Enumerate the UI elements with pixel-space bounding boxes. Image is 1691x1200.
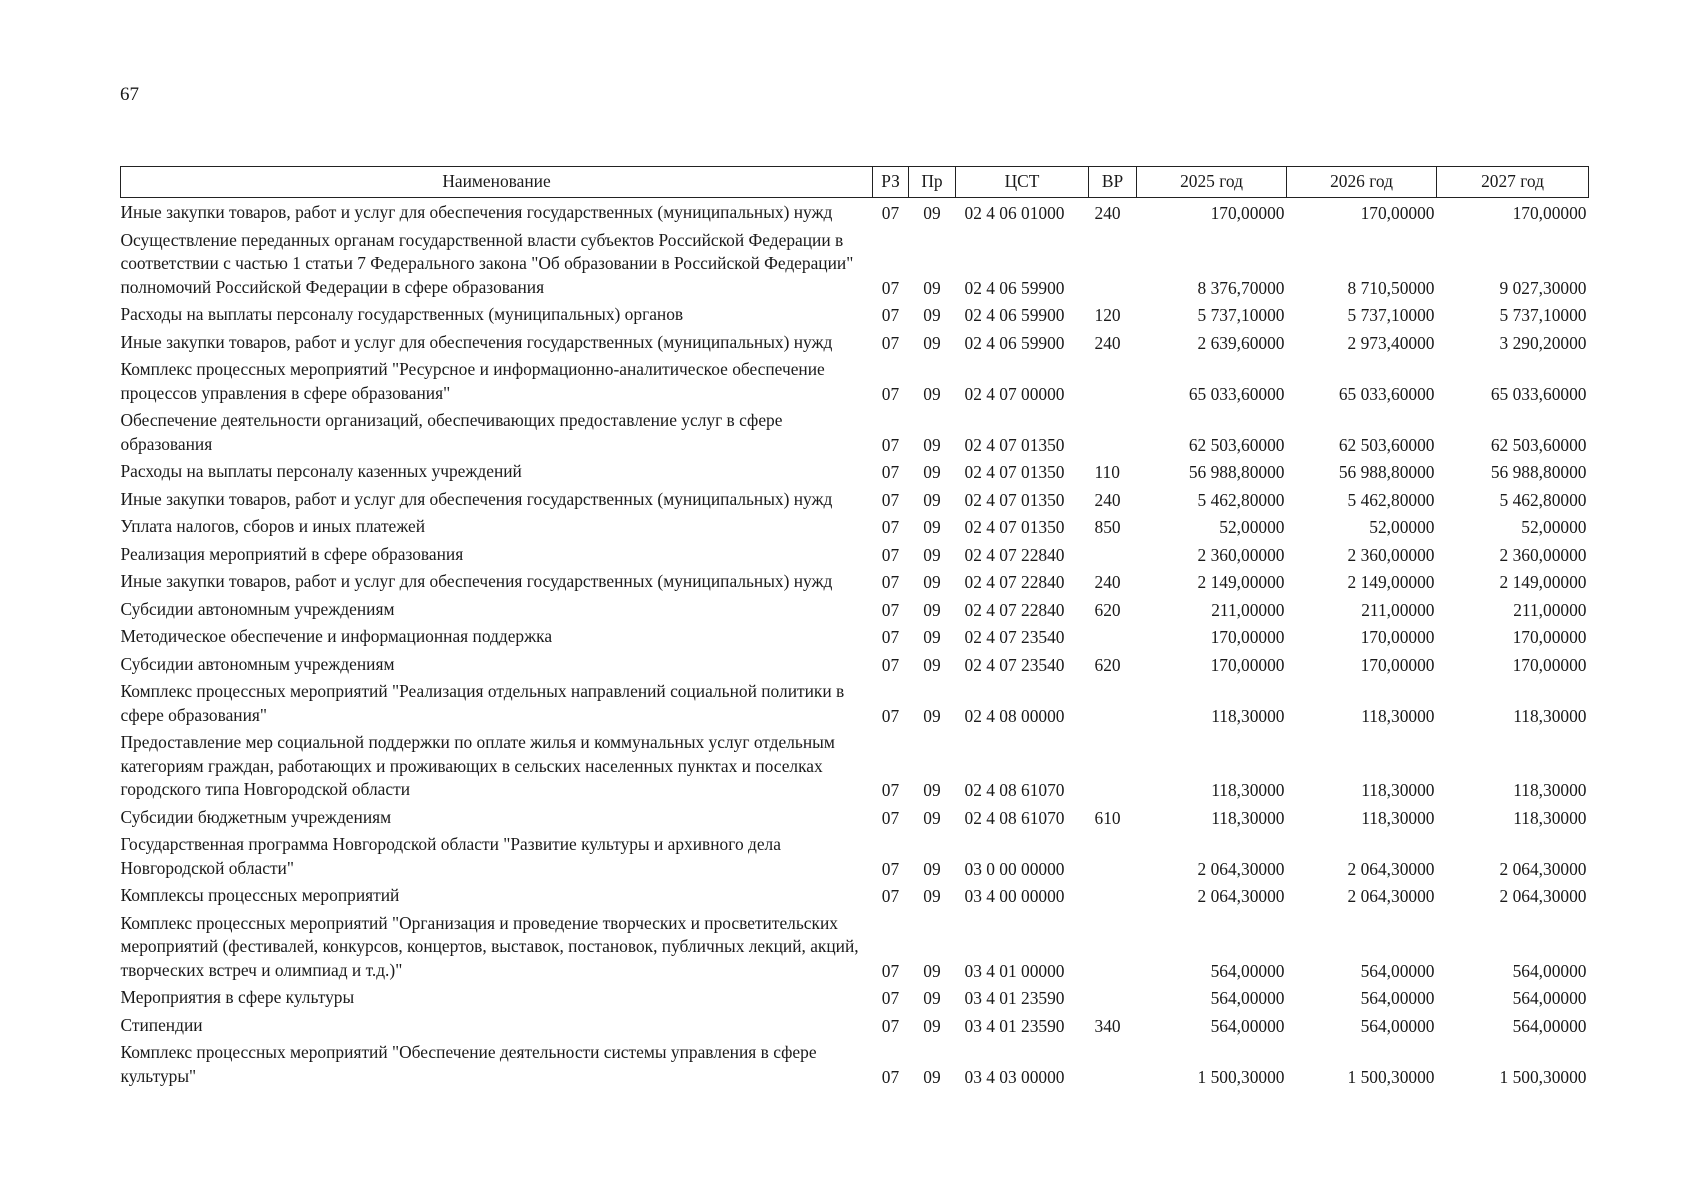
cell-rz: 07 bbox=[881, 960, 900, 981]
header-2026: 2026 год bbox=[1287, 167, 1437, 198]
cell-2025: 170,00000 bbox=[1210, 203, 1285, 223]
cell-rz: 07 bbox=[881, 489, 900, 510]
cell-2026: 564,00000 bbox=[1360, 960, 1435, 981]
cell-pr: 09 bbox=[923, 599, 941, 620]
cell-rz: 07 bbox=[881, 383, 900, 404]
name: Реализация мероприятий в сфере образования bbox=[120, 543, 464, 564]
cell-pr: 09 bbox=[923, 1015, 941, 1036]
cell-rz: 07 bbox=[881, 462, 900, 482]
cell-rz: 07 bbox=[881, 332, 900, 353]
cell-pr: 09 bbox=[923, 462, 941, 482]
cell-2025: 2 639,60000 bbox=[1197, 332, 1285, 353]
cell-cst: 02 4 07 00000 bbox=[964, 383, 1065, 404]
cell-2025: 2 064,30000 bbox=[1197, 886, 1285, 906]
cell-cst: 02 4 07 01350 bbox=[964, 434, 1065, 455]
cell-2027: 2 064,30000 bbox=[1499, 858, 1587, 879]
cell-vr: 110 bbox=[1094, 462, 1120, 482]
cell-cst: 02 4 06 59900 bbox=[964, 332, 1065, 353]
cell-cst: 03 0 00 00000 bbox=[964, 858, 1065, 879]
cell-2026: 2 360,00000 bbox=[1347, 544, 1435, 565]
cell-pr: 09 bbox=[923, 517, 941, 537]
cell-2027: 9 027,30000 bbox=[1499, 277, 1587, 298]
cell-cst: 02 4 08 61070 bbox=[964, 780, 1065, 800]
cell-cst: 02 4 07 23540 bbox=[964, 627, 1065, 647]
cell-2026: 65 033,60000 bbox=[1338, 383, 1435, 404]
name: Комплекс процессных мероприятий "Обеспечение деятельности системы управления в сфере культуры" bbox=[120, 1042, 817, 1086]
name: Иные закупки товаров, работ и услуг для обеспечения государственных (муниципальных) нужд bbox=[120, 488, 833, 509]
table-row bbox=[121, 595, 1589, 623]
cell-2025: 211,00000 bbox=[1211, 599, 1285, 620]
cell-cst: 02 4 08 61070 bbox=[964, 807, 1065, 828]
cell-cst: 02 4 07 22840 bbox=[964, 544, 1065, 565]
table-header-row bbox=[121, 167, 1589, 198]
cell-pr: 09 bbox=[923, 572, 941, 592]
cell-vr: 850 bbox=[1094, 517, 1121, 537]
cell-2026: 56 988,80000 bbox=[1338, 462, 1435, 482]
cell-pr: 09 bbox=[923, 203, 941, 223]
cell-vr bbox=[1089, 406, 1137, 457]
cell-2026: 8 710,50000 bbox=[1347, 277, 1435, 298]
cell-2026: 564,00000 bbox=[1360, 988, 1435, 1008]
table-row bbox=[121, 1011, 1589, 1039]
header-cst: ЦСТ bbox=[956, 167, 1089, 198]
table-body bbox=[121, 198, 1589, 1090]
table-row bbox=[121, 355, 1589, 406]
cell-2025: 170,00000 bbox=[1210, 627, 1285, 647]
cell-2026: 52,00000 bbox=[1369, 517, 1435, 537]
cell-2025: 62 503,60000 bbox=[1188, 434, 1285, 455]
cell-rz: 07 bbox=[881, 858, 900, 879]
cell-2026: 211,00000 bbox=[1361, 599, 1435, 620]
cell-pr: 09 bbox=[923, 489, 941, 510]
table-row bbox=[121, 1038, 1589, 1089]
cell-rz: 07 bbox=[881, 544, 900, 565]
cell-vr bbox=[1089, 677, 1137, 728]
cell-2027: 56 988,80000 bbox=[1490, 462, 1587, 482]
cell-2026: 170,00000 bbox=[1360, 203, 1435, 223]
cell-2025: 2 149,00000 bbox=[1197, 572, 1285, 592]
cell-vr: 240 bbox=[1094, 203, 1121, 223]
cell-rz: 07 bbox=[881, 654, 900, 675]
name: Осуществление переданных органам государственной власти субъектов Российской Федерации в соответствии с частью 1 статьи 7 Федерального закона "Об образовании в Российской Федерации" полномочий Российской Федерации в сфере образования bbox=[120, 229, 854, 297]
cell-vr bbox=[1089, 983, 1137, 1011]
cell-2027: 118,30000 bbox=[1513, 705, 1587, 726]
cell-rz: 07 bbox=[881, 1066, 900, 1087]
cell-vr: 120 bbox=[1094, 305, 1121, 325]
name: Комплекс процессных мероприятий "Организация и проведение творческих и просветительских мероприятий (фестивалей, конкурсов, концертов, выставок, постановок, публичных лекций, акций, творческих встреч и олимпиад и т.д.)" bbox=[120, 912, 859, 980]
cell-vr: 610 bbox=[1094, 807, 1121, 828]
cell-pr: 09 bbox=[923, 960, 941, 981]
cell-2026: 118,30000 bbox=[1361, 780, 1435, 800]
table-row bbox=[121, 830, 1589, 881]
cell-2026: 5 462,80000 bbox=[1347, 489, 1435, 510]
cell-cst: 02 4 07 01350 bbox=[964, 489, 1065, 510]
name: Субсидии бюджетным учреждениям bbox=[120, 806, 392, 827]
cell-pr: 09 bbox=[923, 544, 941, 565]
name: Иные закупки товаров, работ и услуг для обеспечения государственных (муниципальных) нужд bbox=[120, 331, 833, 352]
cell-2025: 1 500,30000 bbox=[1197, 1066, 1285, 1087]
cell-2027: 62 503,60000 bbox=[1490, 434, 1587, 455]
cell-vr: 240 bbox=[1094, 489, 1121, 510]
cell-rz: 07 bbox=[881, 305, 900, 325]
cell-pr: 09 bbox=[923, 434, 941, 455]
cell-2025: 564,00000 bbox=[1210, 1015, 1285, 1036]
table-row bbox=[121, 677, 1589, 728]
name: Иные закупки товаров, работ и услуг для обеспечения государственных (муниципальных) нужд bbox=[120, 571, 833, 591]
table-row bbox=[121, 803, 1589, 831]
cell-2026: 564,00000 bbox=[1360, 1015, 1435, 1036]
name: Субсидии автономным учреждениям bbox=[120, 653, 395, 674]
cell-rz: 07 bbox=[881, 1015, 900, 1036]
table-row bbox=[121, 567, 1589, 595]
table-row bbox=[121, 300, 1589, 328]
cell-rz: 07 bbox=[881, 886, 900, 906]
cell-2027: 52,00000 bbox=[1521, 517, 1587, 537]
cell-pr: 09 bbox=[923, 332, 941, 353]
cell-rz: 07 bbox=[881, 517, 900, 537]
cell-pr: 09 bbox=[923, 627, 941, 647]
cell-vr bbox=[1089, 909, 1137, 984]
cell-rz: 07 bbox=[881, 203, 900, 223]
cell-cst: 02 4 07 23540 bbox=[964, 654, 1065, 675]
table-row bbox=[121, 622, 1589, 650]
cell-2026: 5 737,10000 bbox=[1347, 305, 1435, 325]
cell-2027: 564,00000 bbox=[1512, 988, 1587, 1008]
cell-2027: 118,30000 bbox=[1513, 780, 1587, 800]
cell-pr: 09 bbox=[923, 988, 941, 1008]
table-row bbox=[121, 881, 1589, 909]
cell-2025: 564,00000 bbox=[1210, 988, 1285, 1008]
cell-pr: 09 bbox=[923, 807, 941, 828]
header-pr: Пр bbox=[909, 167, 956, 198]
page-number: 67 bbox=[120, 84, 139, 105]
header-vr: ВР bbox=[1089, 167, 1137, 198]
name: Комплекс процессных мероприятий "Реализация отдельных направлений социальной политики в сфере образования" bbox=[120, 681, 845, 725]
table-row bbox=[121, 512, 1589, 540]
cell-2025: 8 376,70000 bbox=[1197, 277, 1285, 298]
cell-cst: 03 4 01 23590 bbox=[964, 988, 1065, 1008]
cell-2027: 118,30000 bbox=[1513, 807, 1587, 828]
cell-2025: 118,30000 bbox=[1211, 807, 1285, 828]
cell-vr bbox=[1089, 622, 1137, 650]
name: Предоставление мер социальной поддержки по оплате жилья и коммунальных услуг отдельным категориям граждан, работающих и проживающих в сельских населенных пунктах и поселках городского типа Новгородской области bbox=[120, 732, 835, 799]
table-row bbox=[121, 328, 1589, 356]
cell-pr: 09 bbox=[923, 886, 941, 906]
table-row bbox=[121, 406, 1589, 457]
cell-2026: 170,00000 bbox=[1360, 654, 1435, 675]
cell-cst: 02 4 06 59900 bbox=[964, 305, 1065, 325]
cell-2025: 564,00000 bbox=[1210, 960, 1285, 981]
table-row bbox=[121, 728, 1589, 803]
cell-cst: 02 4 07 22840 bbox=[964, 599, 1065, 620]
cell-pr: 09 bbox=[923, 705, 941, 726]
cell-2025: 118,30000 bbox=[1211, 705, 1285, 726]
cell-pr: 09 bbox=[923, 277, 941, 298]
cell-vr bbox=[1089, 830, 1137, 881]
name: Мероприятия в сфере культуры bbox=[120, 987, 355, 1007]
cell-2027: 170,00000 bbox=[1512, 203, 1587, 223]
name: Иные закупки товаров, работ и услуг для обеспечения государственных (муниципальных) нужд bbox=[120, 202, 833, 222]
cell-rz: 07 bbox=[881, 988, 900, 1008]
cell-cst: 02 4 08 00000 bbox=[964, 705, 1065, 726]
cell-cst: 03 4 01 23590 bbox=[964, 1015, 1065, 1036]
name: Стипендии bbox=[120, 1014, 203, 1035]
cell-2027: 2 064,30000 bbox=[1499, 886, 1587, 906]
cell-2027: 5 737,10000 bbox=[1499, 305, 1587, 325]
cell-cst: 02 4 06 59900 bbox=[964, 277, 1065, 298]
table-row bbox=[121, 457, 1589, 485]
cell-2027: 65 033,60000 bbox=[1490, 383, 1587, 404]
cell-cst: 02 4 07 01350 bbox=[964, 517, 1065, 537]
table-row bbox=[121, 650, 1589, 678]
cell-2026: 2 149,00000 bbox=[1347, 572, 1435, 592]
cell-vr: 340 bbox=[1094, 1015, 1121, 1036]
cell-2025: 52,00000 bbox=[1219, 517, 1285, 537]
cell-vr bbox=[1089, 1038, 1137, 1089]
cell-rz: 07 bbox=[881, 627, 900, 647]
cell-pr: 09 bbox=[923, 1066, 941, 1087]
cell-2025: 5 737,10000 bbox=[1197, 305, 1285, 325]
cell-rz: 07 bbox=[881, 780, 900, 800]
cell-2027: 5 462,80000 bbox=[1499, 489, 1587, 510]
cell-cst: 02 4 07 01350 bbox=[964, 462, 1065, 482]
name: Расходы на выплаты персоналу государственных (муниципальных) органов bbox=[120, 304, 684, 324]
cell-2025: 118,30000 bbox=[1211, 780, 1285, 800]
cell-vr: 620 bbox=[1094, 599, 1121, 620]
name: Комплексы процессных мероприятий bbox=[120, 885, 400, 905]
cell-cst: 02 4 06 01000 bbox=[964, 203, 1065, 223]
cell-vr bbox=[1089, 226, 1137, 301]
cell-2025: 2 064,30000 bbox=[1197, 858, 1285, 879]
header-2027: 2027 год bbox=[1437, 167, 1589, 198]
cell-2027: 211,00000 bbox=[1513, 599, 1587, 620]
cell-2026: 118,30000 bbox=[1361, 807, 1435, 828]
cell-2027: 564,00000 bbox=[1512, 1015, 1587, 1036]
name: Уплата налогов, сборов и иных платежей bbox=[120, 516, 426, 536]
cell-2026: 2 064,30000 bbox=[1347, 886, 1435, 906]
cell-pr: 09 bbox=[923, 858, 941, 879]
cell-vr: 620 bbox=[1094, 654, 1121, 675]
name: Методическое обеспечение и информационная поддержка bbox=[120, 626, 553, 646]
cell-2027: 170,00000 bbox=[1512, 627, 1587, 647]
budget-table bbox=[120, 166, 1589, 1089]
header-2025: 2025 год bbox=[1137, 167, 1287, 198]
cell-2026: 2 973,40000 bbox=[1347, 332, 1435, 353]
name: Государственная программа Новгородской области "Развитие культуры и архивного дела Новгородской области" bbox=[120, 834, 781, 878]
cell-2026: 118,30000 bbox=[1361, 705, 1435, 726]
cell-pr: 09 bbox=[923, 780, 941, 800]
table-row bbox=[121, 909, 1589, 984]
cell-2026: 62 503,60000 bbox=[1338, 434, 1435, 455]
cell-rz: 07 bbox=[881, 807, 900, 828]
cell-vr bbox=[1089, 728, 1137, 803]
cell-rz: 07 bbox=[881, 277, 900, 298]
cell-pr: 09 bbox=[923, 654, 941, 675]
header-name: Наименование bbox=[121, 167, 873, 198]
cell-2026: 1 500,30000 bbox=[1347, 1066, 1435, 1087]
cell-2027: 1 500,30000 bbox=[1499, 1066, 1587, 1087]
cell-rz: 07 bbox=[881, 572, 900, 592]
cell-cst: 03 4 01 00000 bbox=[964, 960, 1065, 981]
cell-pr: 09 bbox=[923, 383, 941, 404]
cell-2027: 2 360,00000 bbox=[1499, 544, 1587, 565]
cell-rz: 07 bbox=[881, 705, 900, 726]
cell-cst: 02 4 07 22840 bbox=[964, 572, 1065, 592]
cell-vr: 240 bbox=[1094, 332, 1121, 353]
cell-2026: 170,00000 bbox=[1360, 627, 1435, 647]
table-row bbox=[121, 226, 1589, 301]
name: Расходы на выплаты персоналу казенных учреждений bbox=[120, 461, 522, 481]
cell-pr: 09 bbox=[923, 305, 941, 325]
table-row bbox=[121, 540, 1589, 568]
name: Субсидии автономным учреждениям bbox=[120, 598, 395, 619]
name: Обеспечение деятельности организаций, обеспечивающих предоставление услуг в сфере образования bbox=[120, 410, 783, 454]
cell-2027: 564,00000 bbox=[1512, 960, 1587, 981]
cell-2027: 2 149,00000 bbox=[1499, 572, 1587, 592]
cell-2027: 170,00000 bbox=[1512, 654, 1587, 675]
table-row bbox=[121, 198, 1589, 226]
cell-vr bbox=[1089, 355, 1137, 406]
cell-2026: 2 064,30000 bbox=[1347, 858, 1435, 879]
cell-2025: 2 360,00000 bbox=[1197, 544, 1285, 565]
table-row bbox=[121, 485, 1589, 513]
cell-cst: 03 4 00 00000 bbox=[964, 886, 1065, 906]
cell-2025: 5 462,80000 bbox=[1197, 489, 1285, 510]
cell-vr bbox=[1089, 881, 1137, 909]
table-row bbox=[121, 983, 1589, 1011]
cell-rz: 07 bbox=[881, 434, 900, 455]
header-rz: РЗ bbox=[873, 167, 909, 198]
cell-vr: 240 bbox=[1094, 572, 1121, 592]
cell-2025: 65 033,60000 bbox=[1188, 383, 1285, 404]
cell-rz: 07 bbox=[881, 599, 900, 620]
cell-cst: 03 4 03 00000 bbox=[964, 1066, 1065, 1087]
cell-vr bbox=[1089, 540, 1137, 568]
cell-2025: 170,00000 bbox=[1210, 654, 1285, 675]
cell-2025: 56 988,80000 bbox=[1188, 462, 1285, 482]
name: Комплекс процессных мероприятий "Ресурсное и информационно-аналитическое обеспечение процессов управления в сфере образования" bbox=[120, 359, 825, 403]
cell-2027: 3 290,20000 bbox=[1499, 332, 1587, 353]
